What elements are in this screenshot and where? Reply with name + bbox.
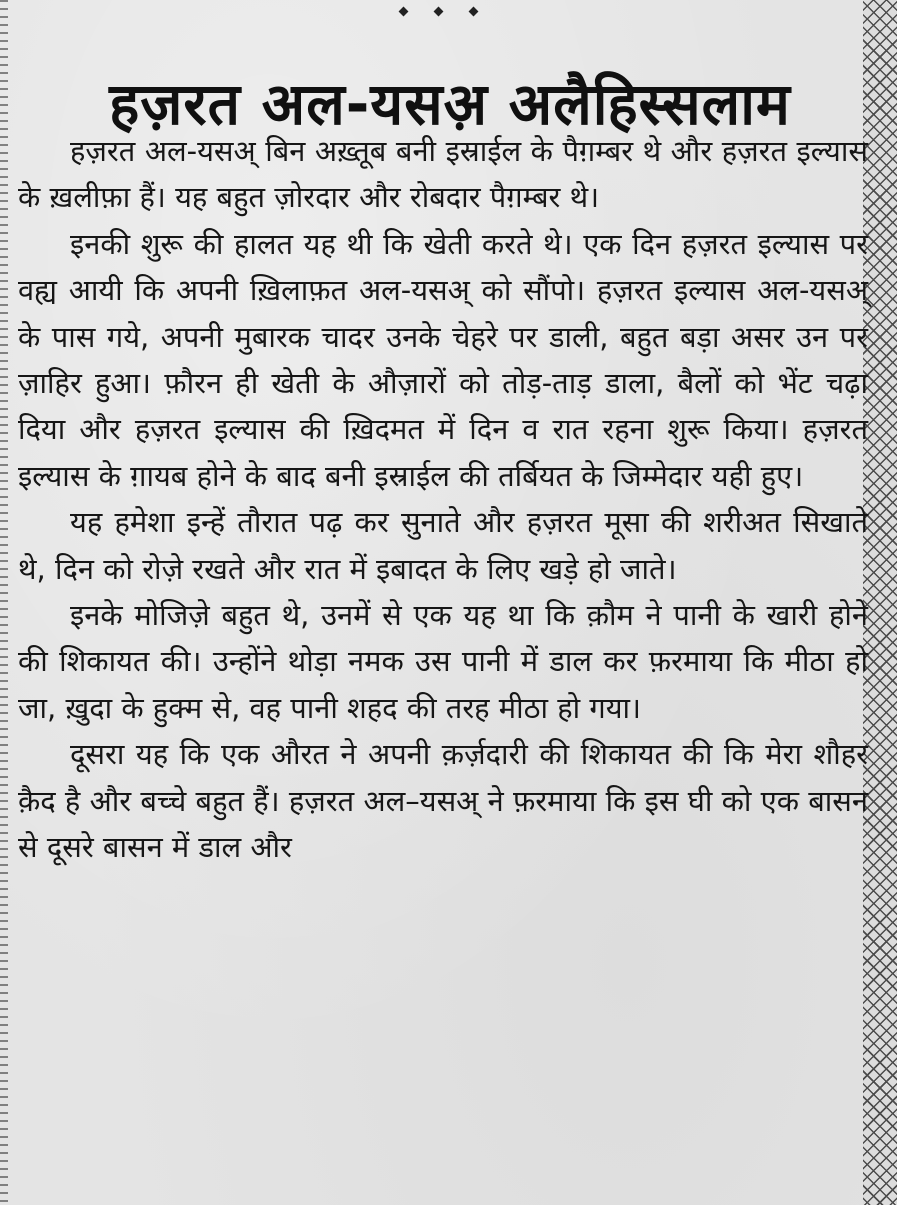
paragraph-early-life: इनकी शुरू की हालत यह थी कि खेती करते थे। एक दिन हज़रत इल्यास पर वह्य आयी कि अपनी ख़िलाफ़त अल-यसअ् को सौंपो। हज़रत इल्यास अल-यसअ् के पास गये, अपनी मुबारक चादर उनके चेहरे पर डाली, बहुत बड़ा असर उन पर ज़ाहिर हुआ। फ़ौरन ही खेती के औज़ारों को तोड़-ताड़ डाला, बैलों को भेंट चढ़ा दिया और हज़रत इल्यास की ख़िदमत में दिन व रात रहना शुरू किया। हज़रत इल्यास के ग़ायब होने के बाद बनी इस्राईल की तर्बियत के जिम्मेदार यही हुए।	[18, 226, 868, 493]
diamond-icon	[469, 7, 479, 17]
paragraph-miracle-ghee: दूसरा यह कि एक औरत ने अपनी क़र्ज़दारी की शिकायत की कि मेरा शौहर क़ैद है और बच्चे बहुत हैं। हज़रत अल–यसअ् ने फ़रमाया कि इस घी को एक बासन से दूसरे बासन में डाल और	[18, 737, 868, 865]
lattice-border-right	[863, 0, 897, 1205]
diamond-icon	[399, 7, 409, 17]
article-body	[18, 128, 868, 871]
dotted-border-left	[0, 0, 8, 1205]
paragraph-miracle-water: इनके मोजिज़े बहुत थे, उनमें से एक यह था कि क़ौम ने पानी के खारी होने की शिकायत की। उन्होंने थोड़ा नमक उस पानी में डाल कर फ़रमाया कि मीठा हो जा, ख़ुदा के हुक्म से, वह पानी शहद की तरह मीठा हो गया।	[18, 598, 868, 725]
page-title: हज़रत अल-यसअ़ अलैहिस्सलाम	[109, 69, 791, 138]
diamond-ornament-icon	[400, 0, 520, 8]
diamond-icon	[434, 7, 444, 17]
paragraph-teaching: यह हमेशा इन्हें तौरात पढ़ कर सुनाते और हज़रत मूसा की शरीअत सिखाते थे, दिन को रोज़े रखते और रात में इबादत के लिए खड़े हो जाते।	[18, 505, 868, 586]
paragraph-intro: हज़रत अल-यसअ् बिन अख़्तूब बनी इस्राईल के पैग़म्बर थे और हज़रत इल्यास के ख़लीफ़ा हैं। यह बहुत ज़ोरदार और रोबदार पैग़म्बर थे।	[18, 134, 868, 215]
